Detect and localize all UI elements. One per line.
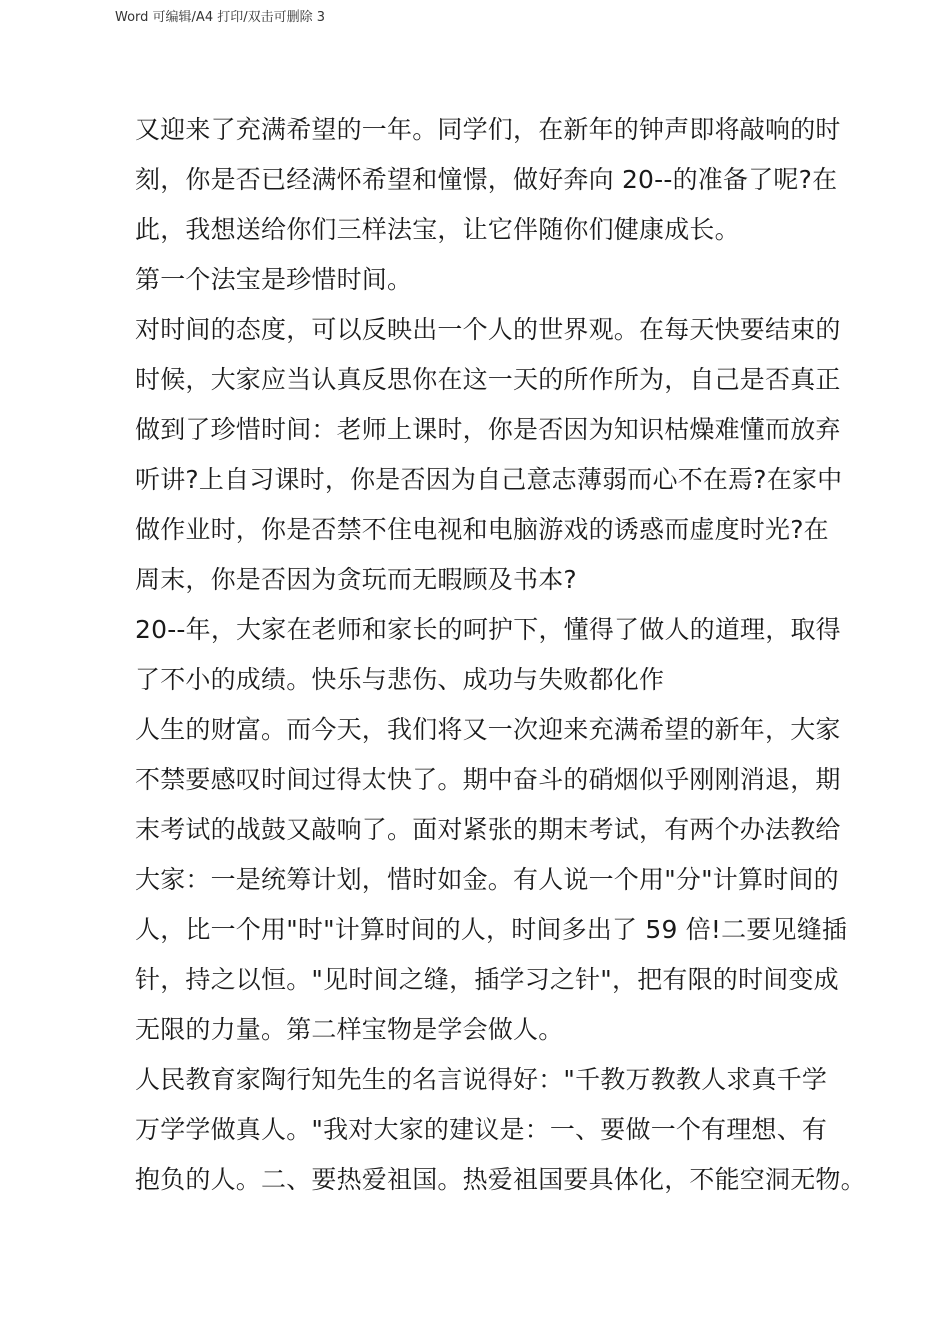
text-line: 末考试的战鼓又敲响了。面对紧张的期末考试，有两个办法教给 [135,815,841,844]
text-line: 人，比一个用"时"计算时间的人，时间多出了 59 倍!二要见缝插 [135,915,848,944]
text-line: 对时间的态度，可以反映出一个人的世界观。在每天快要结束的 [135,315,841,344]
text-line: 万学学做真人。"我对大家的建议是：一、要做一个有理想、有 [135,1115,828,1144]
text-line: 抱负的人。二、要热爱祖国。热爱祖国要具体化，不能空洞无物。 [135,1165,866,1194]
text-line: 周末，你是否因为贪玩而无暇顾及书本? [135,565,577,594]
section-heading: 第一个法宝是珍惜时间。 [135,265,413,294]
page-header: Word 可编辑/A4 打印/双击可删除 3 [115,10,326,25]
text-line: 20--年，大家在老师和家长的呵护下，懂得了做人的道理，取得 [135,615,841,644]
text-line: 又迎来了充满希望的一年。同学们，在新年的钟声即将敲响的时 [135,115,841,144]
text-line: 针，持之以恒。"见时间之缝，插学习之针"，把有限的时间变成 [135,965,839,994]
text-line: 刻，你是否已经满怀希望和憧憬，做好奔向 20--的准备了呢?在 [135,165,838,194]
text-line: 大家：一是统筹计划，惜时如金。有人说一个用"分"计算时间的 [135,865,839,894]
text-line: 不禁要感叹时间过得太快了。期中奋斗的硝烟似乎刚刚消退，期 [135,765,841,794]
text-line: 此，我想送给你们三样法宝，让它伴随你们健康成长。 [135,215,740,244]
text-line: 了不小的成绩。快乐与悲伤、成功与失败都化作 [135,665,665,694]
text-line: 时候，大家应当认真反思你在这一天的所作所为，自己是否真正 [135,365,841,394]
document-body [135,105,866,1205]
text-line: 听讲?上自习课时，你是否因为自己意志薄弱而心不在焉?在家中 [135,465,843,494]
text-line: 人民教育家陶行知先生的名言说得好："千教万教教人求真千学 [135,1065,828,1094]
text-line: 无限的力量。第二样宝物是学会做人。 [135,1015,564,1044]
text-line: 做作业时，你是否禁不住电视和电脑游戏的诱惑而虚度时光?在 [135,515,829,544]
text-line: 人生的财富。而今天，我们将又一次迎来充满希望的新年，大家 [135,715,841,744]
text-line: 做到了珍惜时间：老师上课时，你是否因为知识枯燥难懂而放弃 [135,415,841,444]
